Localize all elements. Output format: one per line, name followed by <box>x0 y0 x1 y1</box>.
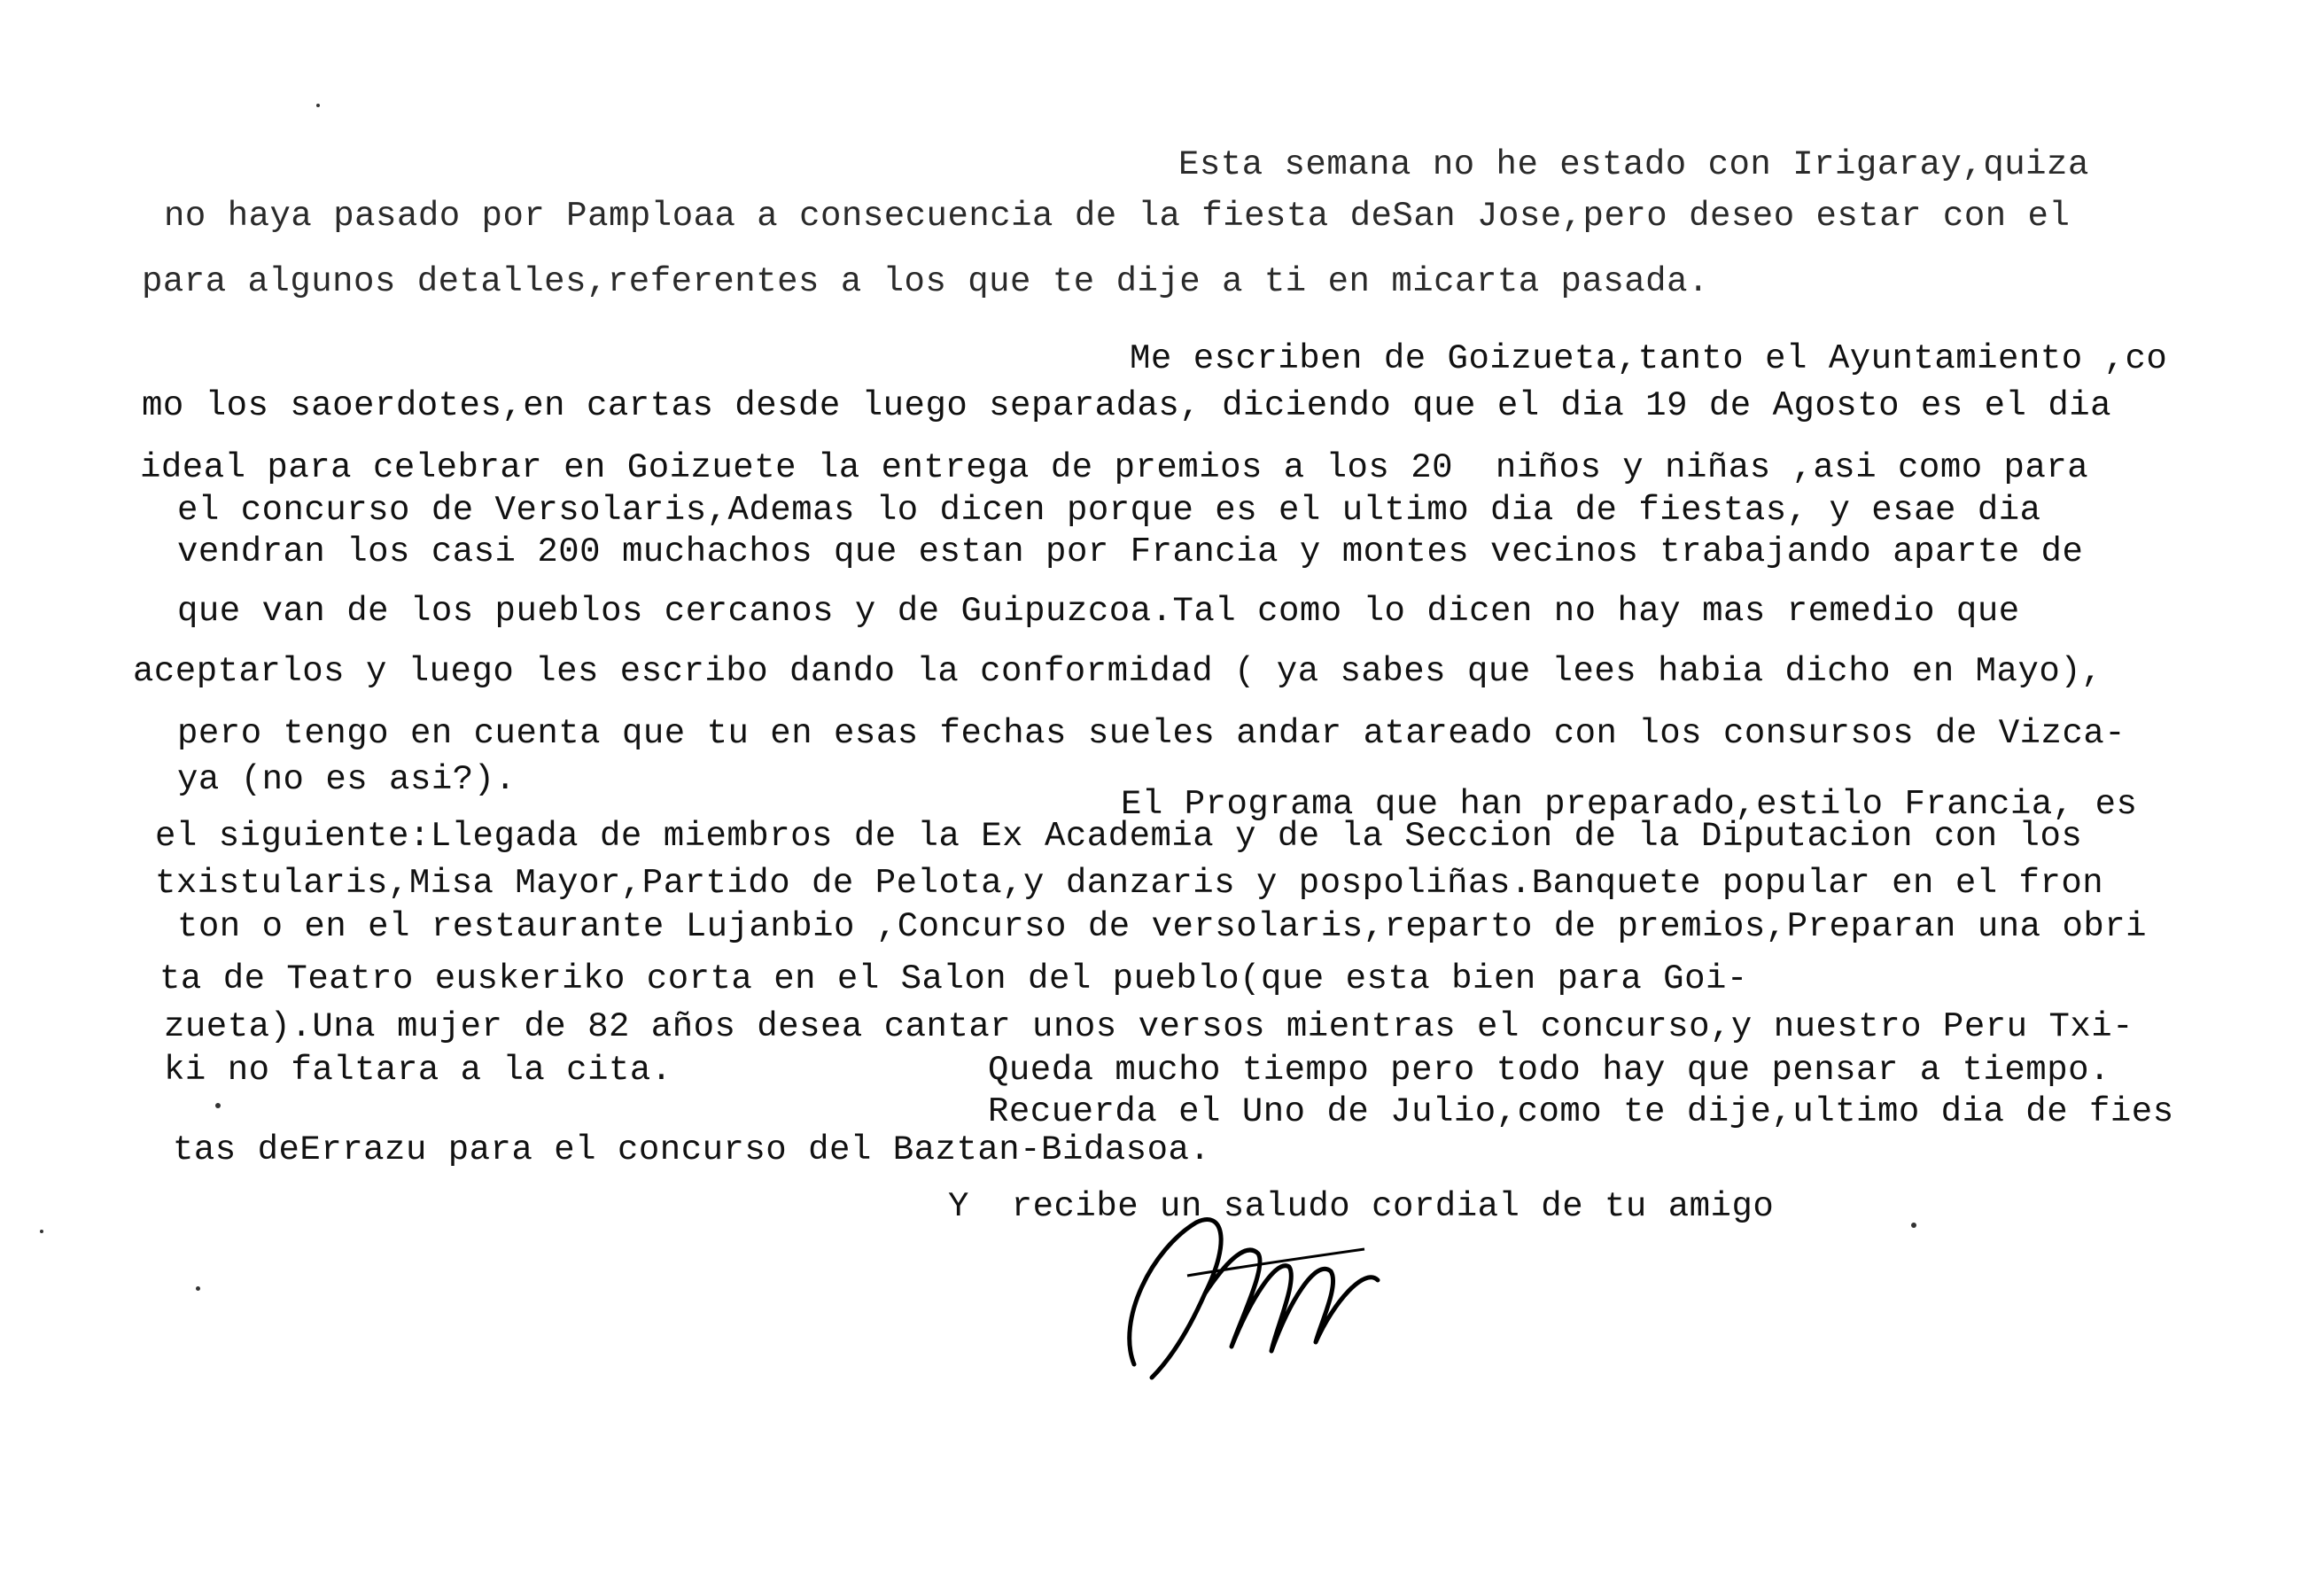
letter-line: tas deErrazu para el concurso del Baztan-Bidasoa. <box>173 1130 1211 1169</box>
letter-line: no haya pasado por Pamploaa a consecuencia de la fiesta deSan Jose,pero deseo estar con el <box>164 197 2071 236</box>
paper-speck <box>215 1103 221 1108</box>
letter-line: Recuerda el Uno de Julio,como te dije,ultimo dia de fies <box>988 1092 2174 1131</box>
letter-closing: Y recibe un saludo cordial de tu amigo <box>948 1187 1775 1226</box>
letter-line: txistularis,Misa Mayor,Partido de Pelota,y danzaris y pospoliñas.Banquete popular en el fron <box>155 864 2104 903</box>
letter-line: el siguiente:Llegada de miembros de la Ex Academia y de la Seccion de la Diputacion con los <box>155 817 2083 856</box>
letter-line: Me escriben de Goizueta,tanto el Ayuntamiento ,co <box>1130 339 2168 378</box>
letter-line: ideal para celebrar en Goizuete la entrega de premios a los 20 niños y niñas ,asi como para <box>140 448 2089 487</box>
letter-line: que van de los pueblos cercanos y de Guipuzcoa.Tal como lo dicen no hay mas remedio que <box>177 592 2020 631</box>
letter-line: zueta).Una mujer de 82 años desea cantar unos versos mientras el concurso,y nuestro Peru Txi- <box>164 1007 2134 1046</box>
letter-line: ki no faltara a la cita. <box>164 1051 672 1090</box>
letter-line: Esta semana no he estado con Irigaray,quiza <box>1178 145 2089 184</box>
letter-line: Queda mucho tiempo pero todo hay que pensar a tiempo. <box>988 1051 2110 1090</box>
letter-line: para algunos detalles,referentes a los que te dije a ti en micarta pasada. <box>142 262 1709 301</box>
letter-line: mo los saoerdotes,en cartas desde luego separadas, diciendo que el dia 19 de Agosto es el dia <box>142 386 2112 425</box>
letter-line: pero tengo en cuenta que tu en esas fechas sueles andar atareado con los consursos de Vizca- <box>177 714 2126 753</box>
paper-speck <box>316 104 320 107</box>
letter-line: El Programa que han preparado,estilo Francia, es <box>1121 785 2138 824</box>
paper-speck <box>1911 1223 1916 1228</box>
letter-line: aceptarlos y luego les escribo dando la conformidad ( ya sabes que lees habia dicho en Mayo), <box>133 652 2103 691</box>
paper-speck <box>196 1286 200 1291</box>
paper-speck <box>40 1230 43 1233</box>
signature-icon <box>1099 1169 1435 1391</box>
letter-line: ya (no es asi?). <box>177 760 517 799</box>
letter-line: ton o en el restaurante Lujanbio ,Concurso de versolaris,reparto de premios,Preparan una obri <box>177 907 2148 946</box>
letter-line: ta de Teatro euskeriko corta en el Salon del pueblo(que esta bien para Goi- <box>159 959 1748 998</box>
letter-line: vendran los casi 200 muchachos que estan por Francia y montes vecinos trabajando aparte de <box>177 532 2084 571</box>
letter-line: el concurso de Versolaris,Ademas lo dicen porque es el ultimo dia de fiestas, y esae dia <box>177 491 2041 530</box>
